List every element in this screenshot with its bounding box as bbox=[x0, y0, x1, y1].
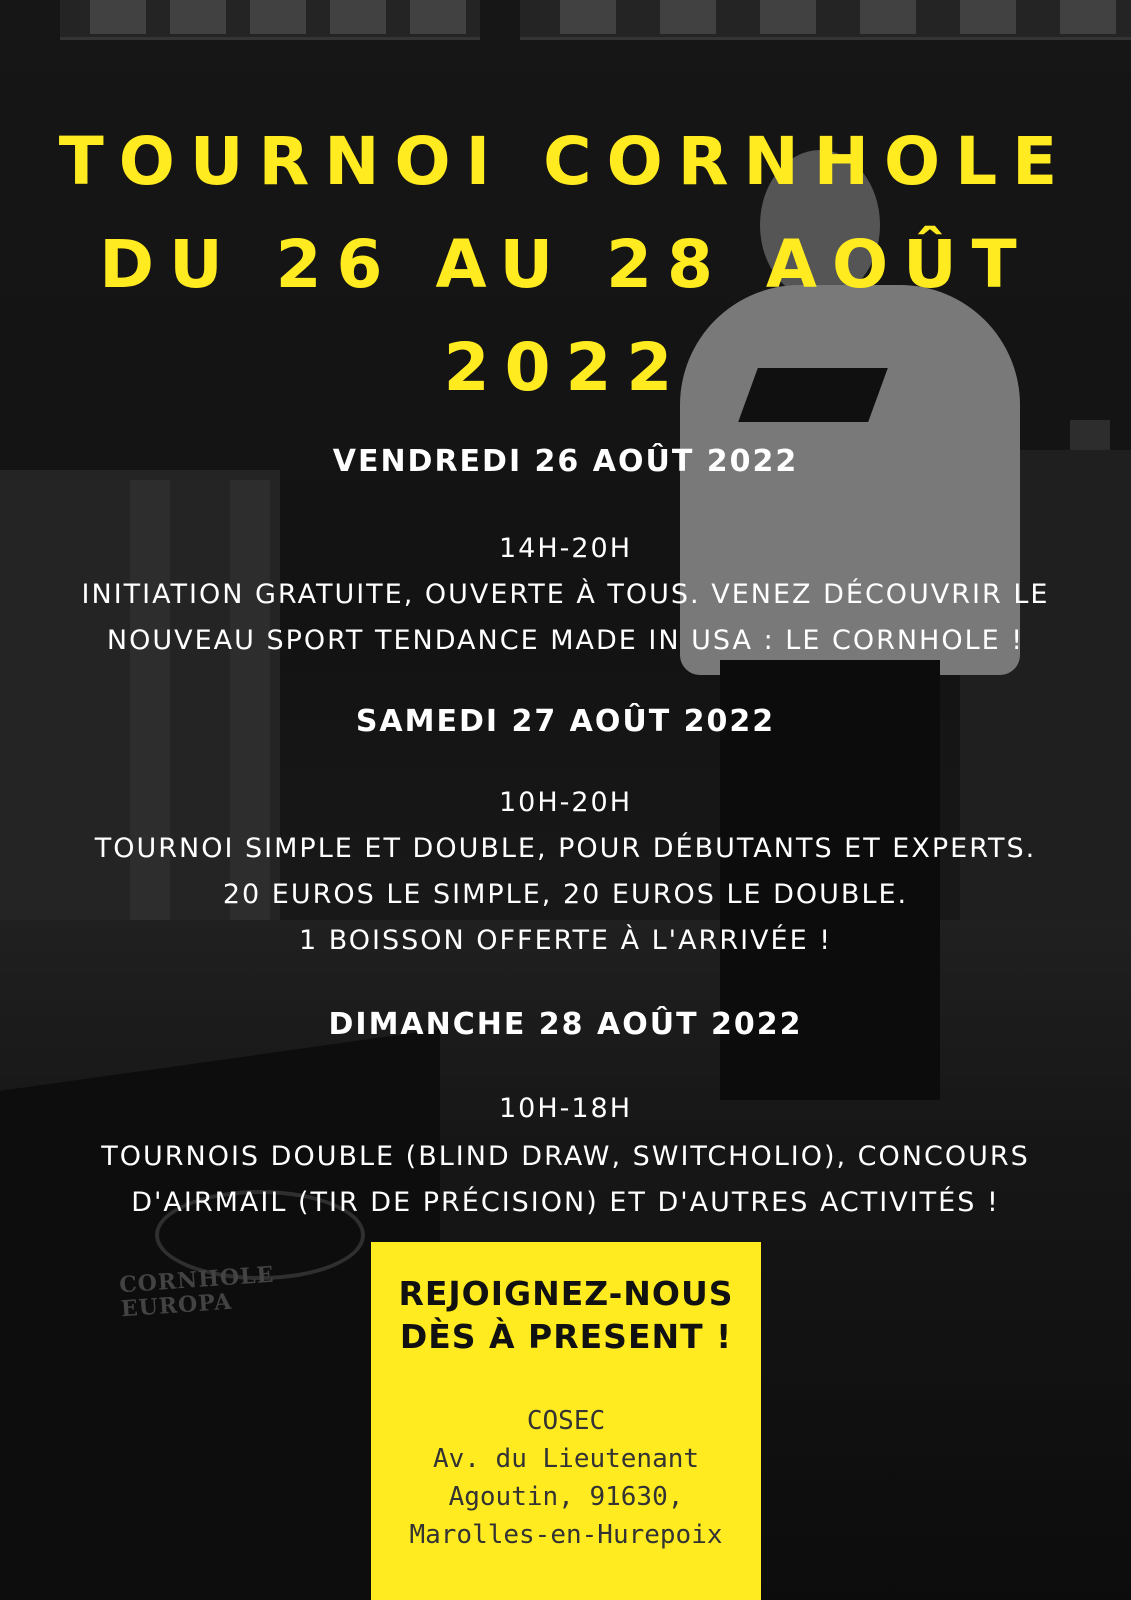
day-description-line: 1 BOISSON OFFERTE À L'ARRIVÉE ! bbox=[298, 925, 833, 956]
join-us-box bbox=[371, 1242, 761, 1600]
day-hours-saturday: 10H-20H bbox=[498, 787, 633, 818]
day-description-line: TOURNOI SIMPLE ET DOUBLE, POUR DÉBUTANTS ET EXPERTS. bbox=[94, 833, 1037, 864]
day-hours-friday: 14H-20H bbox=[498, 533, 633, 564]
day-hours-sunday: 10H-18H bbox=[498, 1093, 633, 1124]
venue-name: COSEC bbox=[526, 1406, 606, 1436]
poster-title bbox=[0, 110, 1131, 419]
board-text-line: CORNHOLE bbox=[118, 1261, 276, 1299]
day-description-line: 20 EUROS LE SIMPLE, 20 EUROS LE DOUBLE. bbox=[222, 879, 909, 910]
day-description-line: TOURNOIS DOUBLE (BLIND DRAW, SWITCHOLIO), CONCOURS bbox=[101, 1141, 1030, 1172]
title-line: 2022 bbox=[443, 329, 688, 406]
title-line: TOURNOI CORNHOLE bbox=[58, 123, 1073, 200]
join-us-title-line: DÈS À PRESENT ! bbox=[399, 1317, 733, 1356]
day-heading-saturday: SAMEDI 27 AOÛT 2022 bbox=[355, 704, 776, 739]
day-heading-sunday: DIMANCHE 28 AOÛT 2022 bbox=[328, 1007, 803, 1042]
board-text-line: EUROPA bbox=[120, 1288, 234, 1323]
address-line: Agoutin, 91630, bbox=[448, 1482, 684, 1512]
join-us-title bbox=[371, 1272, 761, 1358]
venue-address bbox=[371, 1402, 761, 1554]
day-description-line: NOUVEAU SPORT TENDANCE MADE IN USA : LE CORNHOLE ! bbox=[106, 625, 1025, 656]
address-line: Marolles-en-Hurepoix bbox=[409, 1520, 723, 1550]
address-line: Av. du Lieutenant bbox=[432, 1444, 700, 1474]
title-line: DU 26 AU 28 AOÛT bbox=[99, 226, 1032, 303]
day-description-line: INITIATION GRATUITE, OUVERTE À TOUS. VENEZ DÉCOUVRIR LE bbox=[81, 579, 1050, 610]
join-us-title-line: REJOIGNEZ-NOUS bbox=[398, 1274, 734, 1313]
day-description-line: D'AIRMAIL (TIR DE PRÉCISION) ET D'AUTRES ACTIVITÉS ! bbox=[131, 1187, 1000, 1218]
day-heading-friday: VENDREDI 26 AOÛT 2022 bbox=[332, 444, 799, 479]
